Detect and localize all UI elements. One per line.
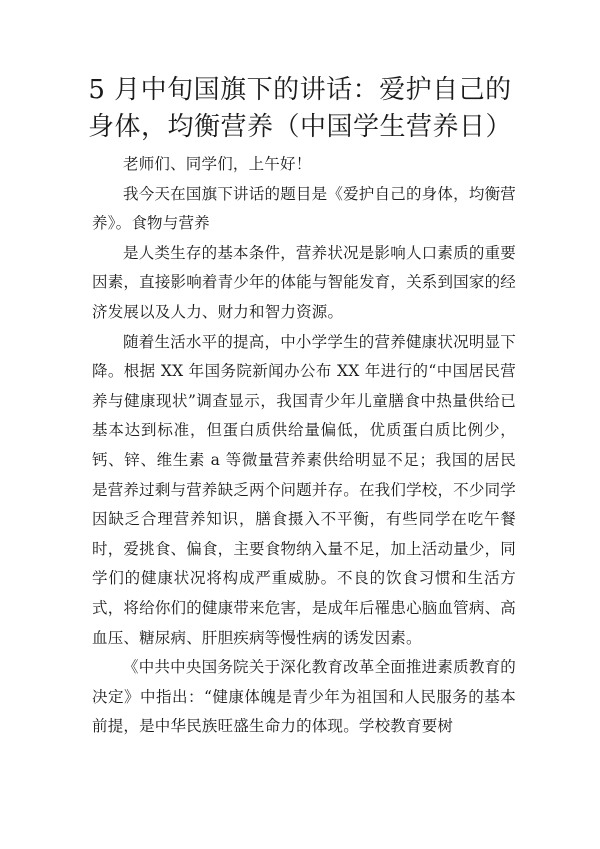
document-body bbox=[92, 150, 516, 742]
paragraph-policy-quote: 《中共中央国务院关于深化教育改革全面推进素质教育的决定》中指出：“健康体魄是青少年为祖国和人民服务的基本前提，是中华民族旺盛生命力的体现。学校教育要树 bbox=[92, 658, 516, 736]
paragraph-nutrition-importance: 是人类生存的基本条件，营养状况是影响人口素质的重要因素，直接影响着青少年的体能与智能发育，关系到国家的经济发展以及人力、财力和智力资源。 bbox=[92, 243, 516, 321]
document-title: 5 月中旬国旗下的讲话：爱护自己的身体，均衡营养（中国学生营养日） bbox=[87, 75, 512, 142]
paragraph-topic: 我今天在国旗下讲话的题目是《爱护自己的身体，均衡营养》。食物与营养 bbox=[92, 184, 516, 233]
paragraph-health-survey: 随着生活水平的提高，中小学学生的营养健康状况明显下降。根据 XX 年国务院新闻办公布 XX 年进行的“中国居民营养与健康现状”调查显示，我国青少年儿童膳食中热量供给已基本达到标准，但蛋白质供给量偏低，优质蛋白质比例少，钙、锌、维生素 a 等微量营养素供给明显不足；我国的居民是营养过剩与营养缺乏两个问题并存。在我们学校，不少同学因缺乏合理营养知识，膳食摄入不平衡，有些同学在吃午餐时，爱挑食、偏食，主要食物纳入量不足，加上活动量少，同学们的健康状况将构成严重威胁。不良的饮食习惯和生活方式，将给你们的健康带来危害，是成年后罹患心脑血管病、高血压、糖尿病、肝胆疾病等慢性病的诱发因素。 bbox=[92, 332, 516, 647]
paragraph-greeting: 老师们、同学们，上午好！ bbox=[123, 155, 312, 173]
